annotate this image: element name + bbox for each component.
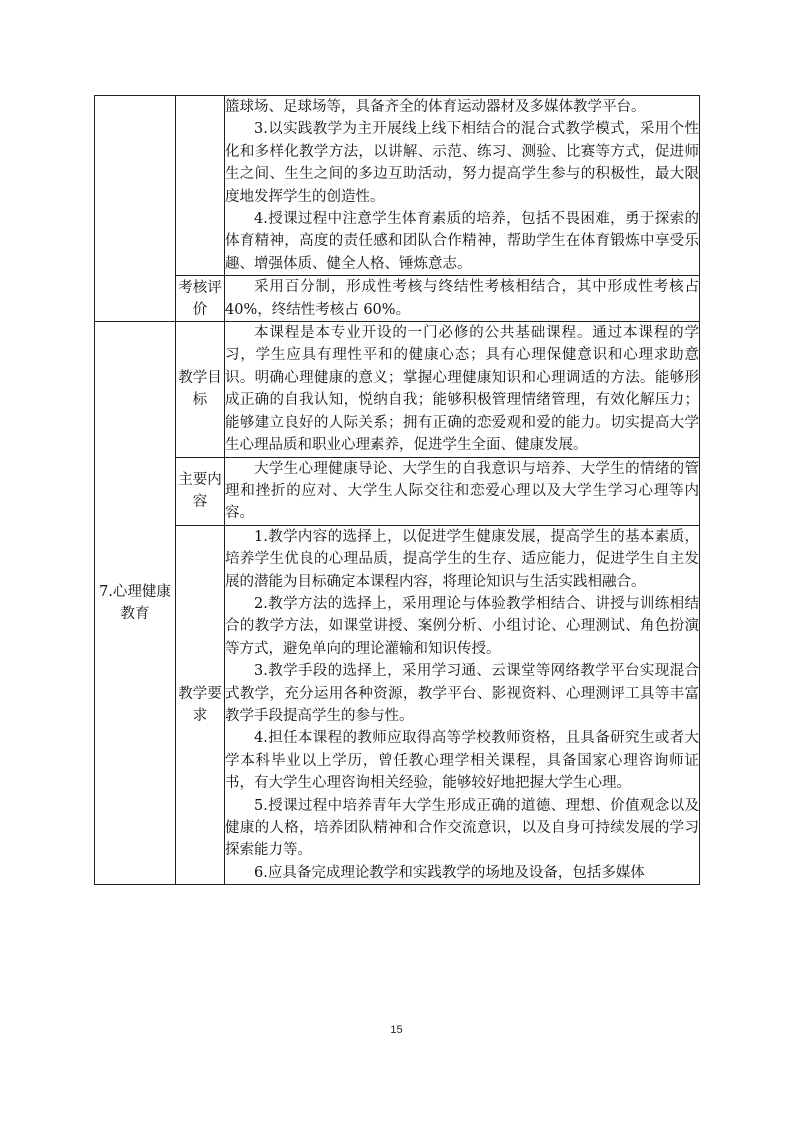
paragraph: 本课程是本专业开设的一门必修的公共基础课程。通过本课程的学习，学生应具有理性平和的健康心态；具有心理保健意识和心理求助意识。明确心理健康的意义；掌握心理健康知识和心理调适的方法。能够形成正确的自我认知，悦纳自我；能够积极管理情绪管理，有效化解压力；能够建立良好的人际关系；拥有正确的恋爱观和爱的能力。切实提高大学生心理品质和职业心理素养，促进学生全面、健康发展。: [225, 325, 699, 454]
course-name: 7.心理健康教育: [95, 322, 176, 885]
table-row: [95, 525, 700, 885]
table-row: [95, 322, 700, 457]
table-row: [95, 96, 700, 276]
table-row: [95, 276, 700, 322]
paragraph: 5.授课过程中培养青年大学生形成正确的道德、理想、价值观念以及健康的人格，培养团队精神和合作交流意识，以及自身可持续发展的学习探索能力等。: [225, 797, 699, 859]
assessment-text-cell: [225, 276, 700, 322]
course-name-cell-empty: [95, 96, 176, 322]
paragraph: 4.担任本课程的教师应取得高等学校教师资格，且具备研究生或者大学本科毕业以上学历，曾任教心理学相关课程，具备国家心理咨询师证书，有大学生心理咨询相关经验，能够较好地把握大学生心理。: [225, 730, 699, 792]
paragraph: 1.教学内容的选择上，以促进学生健康发展，提高学生的基本素质，培养学生优良的心理品质，提高学生的生存、适应能力，促进学生自主发展的潜能为目标确定本课程内容，将理论知识与生活实践相融合。: [225, 528, 699, 590]
main-content-label: 主要内容: [176, 457, 225, 525]
objectives-label: 教学目标: [176, 322, 225, 457]
paragraph: 6.应具备完成理论教学和实践教学的场地及设备，包括多媒体: [254, 864, 645, 881]
requirements-text-cell: [225, 525, 700, 885]
table-row: [95, 457, 700, 525]
course-table: [94, 95, 700, 885]
objectives-text-cell: [225, 322, 700, 457]
paragraph: 2.教学方法的选择上，采用理论与体验教学相结合、讲授与训练相结合的教学方法，如课堂讲授、案例分析、小组讨论、心理测试、角色扮演等方式，避免单向的理论灌输和知识传授。: [225, 595, 699, 657]
requirements-continued-cell: [225, 96, 700, 276]
paragraph: 3.以实践教学为主开展线上线下相结合的混合式教学模式，采用个性化和多样化教学方法，以讲解、示范、练习、测验、比赛等方式，促进师生之间、生生之间的多边互助活动，努力提高学生参与的积极性，最大限度地发挥学生的创造性。: [225, 121, 699, 205]
paragraph: 大学生心理健康导论、大学生的自我意识与培养、大学生的情绪的管理和挫折的应对、大学生人际交往和恋爱心理以及大学生学习心理等内容。: [225, 460, 699, 522]
assessment-label: 考核评价: [176, 276, 225, 322]
field-label-cell-empty: [176, 96, 225, 276]
paragraph: 篮球场、足球场等，具备齐全的体育运动器材及多媒体教学平台。: [225, 99, 646, 115]
main-content-text-cell: [225, 457, 700, 525]
page-number: 15: [390, 1024, 403, 1036]
paragraph: 4.授课过程中注意学生体育素质的培养，包括不畏困难，勇于探索的体育精神，高度的责任感和团队合作精神，帮助学生在体育锻炼中享受乐趣、增强体质、健全人格、锤炼意志。: [225, 211, 699, 272]
requirements-label: 教学要求: [176, 525, 225, 885]
paragraph: 采用百分制，形成性考核与终结性考核相结合，其中形成性考核占 40%，终结性考核占 60%。: [225, 279, 699, 318]
paragraph: 3.教学手段的选择上，采用学习通、云课堂等网络教学平台实现混合式教学，充分运用各种资源，教学平台、影视资料、心理测评工具等丰富教学手段提高学生的参与性。: [225, 663, 699, 724]
